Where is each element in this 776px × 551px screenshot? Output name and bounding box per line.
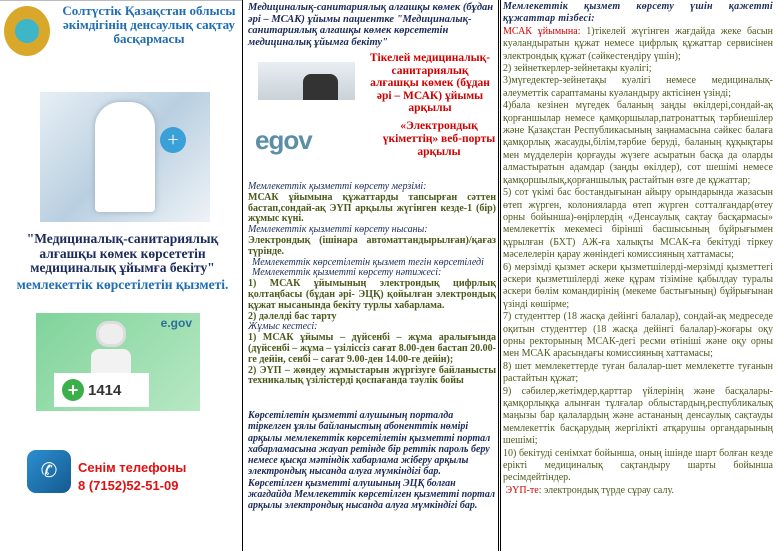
- service-subtitle: мемлекеттік көрсетілетін қызметі.: [16, 277, 229, 292]
- egov-logo: e.gov: [160, 316, 192, 330]
- result-2: 2) дәлелді бас тарту: [248, 310, 337, 322]
- form-text: Электрондық (ішінара автоматтандырылған)/қағаз түрінде.: [248, 234, 496, 257]
- trust-phone-number: 8 (7152)52-51-09: [78, 478, 179, 493]
- doctor-image: [40, 92, 210, 222]
- form-heading: Мемлекеттік қызметті көрсету нысаны:: [248, 224, 428, 236]
- doc-item: 3)мүгедектер-зейнетақы куәлігі немесе медициналық-әлеуметтік сараптаманы куәландыру актісінен үзінді;: [503, 75, 773, 99]
- plus-icon: +: [62, 379, 84, 401]
- doc-item: 2) зейнеткерлер-зейнетақы куәлігі;: [503, 63, 652, 75]
- note-1: Көрсетілетін қызметті алушының порталда тіркелген ұялы байланыстың абоненттік нөмірі арқылы мемлекеттік көрсетілетін қызметті портал хабарламасына жауап ретінде бір реттік пароль беру немесе қысқа мәтіндік хабарлама жіберу арқылы электрондық нысанда алуға мүмкіндігі бар.: [248, 410, 491, 478]
- documents-list: [503, 1, 773, 497]
- eup-text: : электрондық түрде сұрау салу.: [538, 484, 674, 496]
- free-note: Мемлекеттік көрсетілетін қызмет тегін көрсетіледі: [252, 256, 484, 268]
- trust-phone: [78, 459, 186, 495]
- schedule-2: 2) ЭҮП – жөндеу жұмыстарын жүргізуге байланысты техникалық үзілістерді қоспағанда тәулік бойы: [248, 364, 496, 387]
- clinic-photo: [258, 62, 355, 100]
- service-details: [248, 182, 496, 387]
- middle-header: Медициналық-санитариялық алғашқы көмек (бұдан әрі – МСАК) ұйымы пациентке "Медициналық-санитариялық алғашқы көмек көрсететін медициналық ұйымға бекіту": [248, 2, 494, 48]
- term-text: МСАК ұйымына құжаттарды тапсырған сәттен бастап,сондай-ақ ЭҮП арқылы жүгінген кезде-1 (бір) жұмыс күні.: [248, 191, 496, 225]
- doc-item-1: : 1)тікелей жүгінген жағдайда жеке басын куәландыратын құжат немесе цифрлық құжаттар сервисінен электрондық құжат (сәйкестендіру үшін);: [503, 25, 773, 62]
- trust-label: Сенім телефоны: [78, 460, 187, 475]
- doc-item: 8) шет мемлекеттерде туған балалар-шет мемлекетте туғанын растайтын құжат;: [503, 360, 773, 385]
- eup-label: ЭҮП-те: [505, 484, 539, 496]
- doc-item: 10) бекітуді сенімхат бойынша, оның ішінде шарт болған кезде ерікті медициналық сақтандыру шарты бойынша ресімдейтіндер.: [503, 447, 773, 484]
- org-title: Солтүстік Қазақстан облысы әкімдігінің денсаулық сақтау басқармасы: [62, 3, 236, 46]
- note-2: Көрсетілген қызметті алушының ЭЦҚ болған жағдайда Мемлекеттік көрсетілген қызметті портал арқылы электрондық нысанда алуға мүмкіндігі бар.: [248, 477, 495, 512]
- channel-egov: «Электрондық үкіметтің» веб-порты арқылы: [382, 120, 496, 158]
- schedule-heading: Жұмыс кестесі:: [248, 321, 318, 333]
- callcenter-number: 1414: [88, 381, 122, 399]
- kazakhstan-emblem-icon: [4, 6, 50, 56]
- documents-heading: Мемлекеттік қызмет көрсету үшін қажетті құжаттар тізбесі:: [503, 1, 773, 25]
- doc-item: 5) сот үкімі бас бостандығынан айыру орындарында жазасын өтеп жүрген, колонияларда өтеп жүрген сотталғандар(өтеу орны бойынша)-өңірлердің «Денсаулық сақтау басқармасы» мемлекеттік мекемесі бірінші басшысының бұйрығымен құрылған (БХТ) АЖ-ға халықты МСАК-ға бекітуді тіркеу мәселелерін қарау жөніндегі комиссияның хаттамасы;: [503, 187, 773, 261]
- term-heading: Мемлекеттік қызметті көрсету мерзімі:: [248, 181, 427, 192]
- egov-logo-large: egov: [255, 125, 312, 155]
- doc-item: 6) мерзімді қызмет әскери қызметшілерді-мерзімді қызметтегі әскери қызметшілерді жеке құрам тізіміне қабылдау туралы әскери бөлім командирінің (мекеме бастығының) бұйрығынан үзінді көшірме;: [503, 261, 773, 310]
- channel-direct: Тікелей медициналық-санитариялық алғашқы көмек (бұдан әрі – МСАК) ұйымы арқылы: [369, 52, 491, 114]
- result-1: 1) МСАК ұйымының электрондық цифрлық қолтаңбасы (бұдан әрі- ЭЦҚ) қойылған электрондық құжат нысанында бекіту турлы хабарлама.: [248, 278, 496, 311]
- egov-robot-image: [36, 313, 200, 411]
- schedule-1: 1) МСАК ұйымы – дүйсенбі – жұма аралығында (дүйсенбі – жұма – үзіліссіз сағат 8.00-ден бастап 20.00-ге дейін, сенбі – сағат 9.00-ден 14.00-ге дейін);: [248, 332, 496, 365]
- doc-item: 7) студенттер (18 жасқа дейінгі балалар), сондай-ақ медреседе оқитын студенттер (18 жасқа дейінгі балалар)-жоғары оқу орны ректорының МСАК-дегі ресми өтініші және оқу орны мен МСАК арасындағы комиссияның хаттамасы;: [503, 311, 773, 360]
- doc-item: 4)бала кезінен мүгедек баланың заңды өкілдері,сондай-ақ қорғаншылар немесе қамқоршылар,патронаттық тәрбиешілер және Қазақстан Республикасының заңнамасына сәйкес балаға қамқорлық жасауды,білім,тәрбие беруді, баланың құқықтары мен мүдделерін қорғауды жүзеге асыратын басқа да оларды алмастыратын адамдар (заңды өкілдер), сот шешімі немесе қамқоршылық,қорғаншылық растайтын өзге де құжаттар;: [503, 100, 773, 186]
- doc-item: 9) сәбилер,жетімдер,қарттар үйлерінің және басқалары-қамқорлыққа алынған тұлғалар облыстардың,республикалық маңызы бар қалалардың және астананың денсаулық сақтауды мемлекеттік басқарудың жергілікті атқарушы органдарының шешімі;: [503, 385, 773, 447]
- msak-label: МСАК ұйымына: [503, 25, 578, 37]
- service-title: "Медициналық-санитариялық алғашқы көмек көрсететін медициналық ұйымға бекіту": [26, 231, 219, 275]
- result-heading: Мемлекеттік қызметті көрсету нәтижесі:: [252, 267, 442, 279]
- phone-icon: ✆: [27, 450, 71, 493]
- receipt-notes: [248, 410, 496, 512]
- medical-cross-icon: +: [160, 127, 186, 153]
